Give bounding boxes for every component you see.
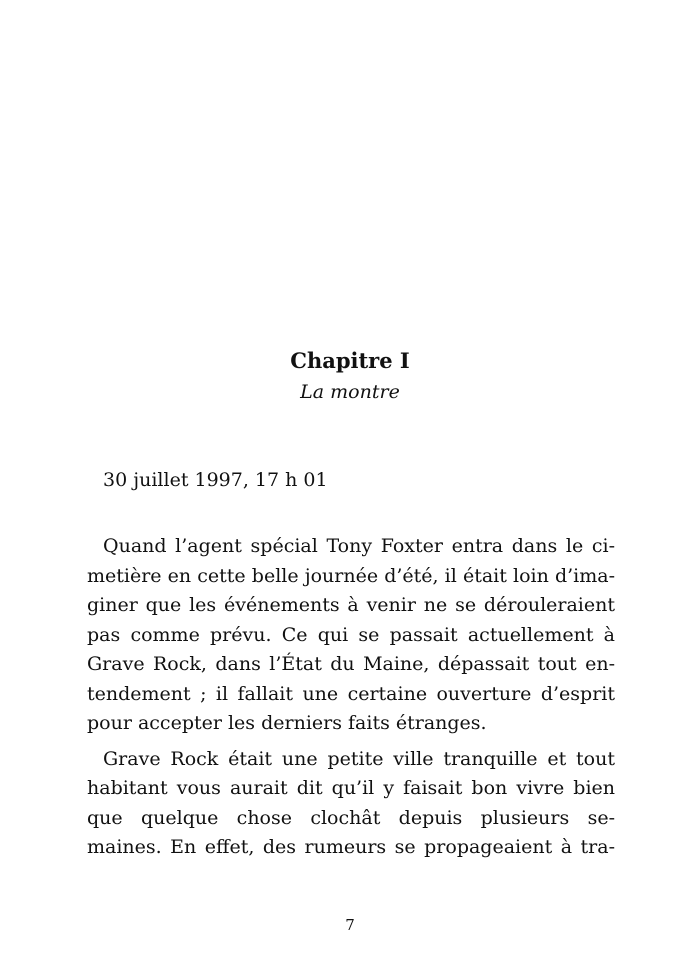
dateline: 30 juillet 1997, 17 h 01	[103, 469, 328, 491]
paragraph-line: metière en cette belle journée d’été, il était loin d’ima-	[87, 564, 615, 587]
paragraph-line: que quelque chose clochât depuis plusieurs se-	[87, 806, 615, 829]
chapter-title: Chapitre I	[290, 348, 410, 373]
paragraph-line: giner que les événements à venir ne se dérouleraient	[87, 594, 615, 616]
paragraph-line: maines. En effet, des rumeurs se propageaient à tra-	[87, 836, 615, 858]
paragraph-line: pour accepter les derniers faits étranges.	[87, 712, 487, 734]
chapter-subtitle: La montre	[300, 381, 400, 403]
body-text	[87, 532, 615, 863]
paragraph-line: Grave Rock, dans l’État du Maine, dépassait tout en-	[87, 653, 615, 675]
paragraph-line: Grave Rock était une petite ville tranquille et tout	[103, 747, 615, 770]
paragraph-line: habitant vous aurait dit qu’il y faisait bon vivre bien	[87, 777, 615, 799]
paragraph-line: pas comme prévu. Ce qui se passait actuellement à	[87, 623, 615, 646]
paragraph-line: Quand l’agent spécial Tony Foxter entra dans le ci-	[103, 535, 615, 557]
paragraph-1	[87, 532, 615, 739]
paragraph-2	[87, 745, 615, 863]
page-number: 7	[345, 916, 355, 934]
paragraph-line: tendement ; il fallait une certaine ouverture d’esprit	[87, 682, 615, 705]
